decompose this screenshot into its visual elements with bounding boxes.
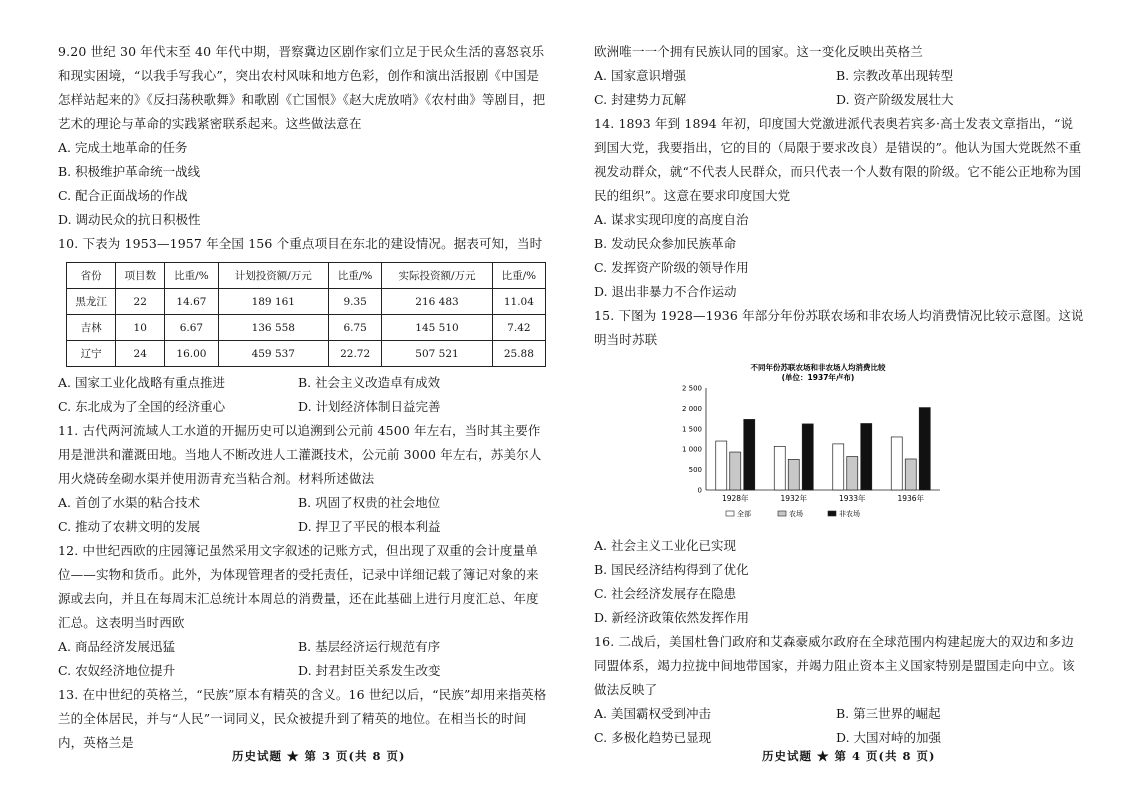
question-10-option-d: D. 计划经济体制日益完善: [298, 399, 441, 414]
table-cell: 6.67: [165, 315, 218, 341]
page-footer-right: 历史试题 ★ 第 4 页(共 8 页): [762, 749, 936, 763]
question-16-option-b: B. 第三世界的崛起: [836, 706, 941, 721]
x-tick-label: 1933年: [838, 494, 866, 503]
question-14-option-c: C. 发挥资产阶级的领导作用: [594, 260, 749, 275]
question-15-option-b: B. 国民经济结构得到了优化: [594, 562, 749, 577]
legend-swatch-farm: [778, 511, 786, 516]
table-header-row: [67, 263, 546, 289]
question-14-option-b: B. 发动民众参加民族革命: [594, 236, 737, 251]
question-11-option-b: B. 巩固了权贵的社会地位: [298, 495, 441, 510]
question-12-option-c: C. 农奴经济地位提升: [58, 663, 176, 678]
question-16-options: [594, 702, 1084, 750]
table-cell: 10: [116, 315, 165, 341]
question-11-option-d: D. 捍卫了平民的根本利益: [298, 519, 441, 534]
x-tick-label: 1932年: [780, 494, 808, 503]
question-15-option-a: A. 社会主义工业化已实现: [594, 538, 736, 553]
bar-nonfarm: [802, 424, 813, 490]
bar-nonfarm: [919, 408, 930, 490]
table-cell: 16.00: [165, 341, 218, 367]
x-tick-labels: [722, 493, 925, 503]
table-header-cell: 比重/%: [165, 263, 218, 289]
table-row: [67, 315, 546, 341]
question-14-stem: 14. 1893 年到 1894 年初，印度国大党激进派代表奥若宾多·高士发表文章指出，“说到国大党，我要指出，它的目的（局限于要求改良）是错误的”。他认为国大党既然不重视发动群众，就“不代表人民群众，而只代表一个人数有限的阶级。它不能公正地称为国民的组织”。这意在要求印度国大党: [594, 116, 1082, 203]
table-header-cell: 实际投资额/万元: [382, 263, 493, 289]
question-12-option-d: D. 封君封臣关系发生改变: [298, 663, 441, 678]
table-cell: 黑龙江: [67, 289, 116, 315]
y-tick-label: 1 000: [681, 445, 702, 454]
bar-all: [833, 444, 844, 490]
question-11-stem: 11. 古代两河流域人工水道的开掘历史可以追溯到公元前 4500 年左右，当时其主要作用是泄洪和灌溉田地。当地人不断改进人工灌溉技术，公元前 3000 年左右，苏美尔人用火烧砖垒砌水渠并使用沥青充当粘合剂。材料所述做法: [58, 423, 542, 486]
legend-label: 全部: [737, 510, 751, 518]
bar-farm: [847, 457, 858, 490]
table-cell: 189 161: [218, 289, 329, 315]
question-13-stem: 13. 在中世纪的英格兰，“民族”原本有精英的含义。16 世纪以后，“民族”却用来指英格兰的全体居民，并与“人民”一词同义，民众被提升到了精英的地位。在相当长的时间内，英格兰是: [58, 687, 547, 750]
investment-table: [66, 262, 546, 367]
question-12-option-a: A. 商品经济发展迅猛: [58, 639, 175, 654]
x-tick-label: 1928年: [721, 494, 749, 503]
question-15-option-d: D. 新经济政策依然发挥作用: [594, 610, 750, 625]
question-12-options: [58, 635, 550, 683]
table-cell: 24: [116, 341, 165, 367]
table-cell: 6.75: [329, 315, 382, 341]
legend-swatch-all: [726, 511, 734, 516]
question-12-stem: 12. 中世纪西欧的庄园簿记虽然采用文字叙述的记账方式，但出现了双重的会计度量单位——实物和货币。此外，为体现管理者的受托责任，记录中详细记载了簿记对象的来源或去向，并且在每周末汇总统计本周总的消费量，还在此基础上进行月度汇总、年度汇总。这表明当时西欧: [58, 543, 539, 630]
question-9-stem: 9.20 世纪 30 年代末至 40 年代中期，晋察冀边区剧作家们立足于民众生活的喜怒哀乐和现实困境，“以我手写我心”，突出农村风味和地方色彩，创作和演出活报剧《中国是怎样站起来的》《反扫荡秧歌舞》和歌剧《亡国恨》《赵大虎放哨》《农村曲》等剧目，把艺术的理论与革命的实践紧密联系起来。这些做法意在: [58, 44, 546, 131]
table-cell: 145 510: [382, 315, 493, 341]
bar-farm: [788, 459, 799, 490]
question-13-continuation: 欧洲唯一一个拥有民族认同的国家。这一变化反映出英格兰: [594, 44, 923, 59]
question-14-option-d: D. 退出非暴力不合作运动: [594, 284, 737, 299]
question-9-option-a: A. 完成土地革命的任务: [58, 140, 188, 155]
question-13-options: [594, 64, 1084, 112]
question-16-option-c: C. 多极化趋势已显现: [594, 730, 712, 745]
table-cell: 吉林: [67, 315, 116, 341]
right-page: [594, 40, 1084, 750]
table-cell: 11.04: [492, 289, 545, 315]
table-cell: 507 521: [382, 341, 493, 367]
y-tick-label: 2 000: [681, 404, 702, 413]
chart-legend: [726, 509, 860, 518]
table-header-cell: 项目数: [116, 263, 165, 289]
table-header-cell: 比重/%: [492, 263, 545, 289]
y-tick-label: 2 500: [681, 384, 702, 393]
question-11-options: [58, 491, 550, 539]
table-row: [67, 341, 546, 367]
bar-all: [716, 441, 727, 490]
y-tick-label: 1 500: [681, 425, 702, 434]
bar-all: [774, 446, 785, 490]
table-header-cell: 比重/%: [329, 263, 382, 289]
table-row: [67, 289, 546, 315]
table-cell: 216 483: [382, 289, 493, 315]
question-9-option-d: D. 调动民众的抗日积极性: [58, 212, 201, 227]
consumption-chart: [668, 360, 1084, 528]
legend-swatch-nonfarm: [828, 511, 836, 516]
x-tick-label: 1936年: [897, 494, 925, 503]
question-13-option-d: D. 资产阶级发展壮大: [836, 92, 954, 107]
question-9-option-b: B. 积极维护革命统一战线: [58, 164, 201, 179]
bar-farm: [905, 459, 916, 490]
consumption-chart-svg: [668, 360, 968, 524]
table-cell: 459 537: [218, 341, 329, 367]
question-13-option-b: B. 宗教改革出现转型: [836, 68, 954, 83]
left-page: [58, 40, 550, 755]
question-16-option-a: A. 美国霸权受到冲击: [594, 706, 711, 721]
question-13-option-c: C. 封建势力瓦解: [594, 92, 687, 107]
bar-nonfarm: [861, 423, 872, 490]
question-13-option-a: A. 国家意识增强: [594, 68, 686, 83]
question-12-option-b: B. 基层经济运行规范有序: [298, 639, 441, 654]
y-tick-label: 0: [697, 486, 702, 495]
question-11-option-c: C. 推动了农耕文明的发展: [58, 519, 201, 534]
y-tick-labels: [682, 385, 702, 495]
question-11-option-a: A. 首创了水渠的粘合技术: [58, 495, 200, 510]
question-16-option-d: D. 大国对峙的加强: [836, 730, 942, 745]
question-15-option-c: C. 社会经济发展存在隐患: [594, 586, 737, 601]
table-cell: 9.35: [329, 289, 382, 315]
table-header-cell: 省份: [67, 263, 116, 289]
page-footer-left: 历史试题 ★ 第 3 页(共 8 页): [232, 749, 406, 763]
table-header-cell: 计划投资额/万元: [218, 263, 329, 289]
legend-label: 农场: [789, 510, 803, 518]
question-10-option-a: A. 国家工业化战略有重点推进: [58, 375, 225, 390]
question-10-stem: 10. 下表为 1953—1957 年全国 156 个重点项目在东北的建设情况。据表可知，当时: [58, 236, 543, 251]
y-tick-label: 500: [688, 466, 702, 475]
legend-label: 非农场: [839, 510, 860, 518]
table-cell: 136 558: [218, 315, 329, 341]
bar-nonfarm: [744, 419, 755, 490]
question-15-stem: 15. 下图为 1928—1936 年部分年份苏联农场和非农场人均消费情况比较示意图。这说明当时苏联: [594, 308, 1084, 347]
table-cell: 14.67: [165, 289, 218, 315]
question-10-option-b: B. 社会主义改造卓有成效: [298, 375, 441, 390]
table-cell: 7.42: [492, 315, 545, 341]
question-10-option-c: C. 东北成为了全国的经济重心: [58, 399, 226, 414]
chart-bars: [716, 408, 931, 490]
question-14-option-a: A. 谋求实现印度的高度自治: [594, 212, 749, 227]
chart-title: 不同年份苏联农场和非农场人均消费比较: [750, 363, 886, 372]
chart-subtitle: (单位：1937年卢布): [781, 373, 855, 382]
table-cell: 22.72: [329, 341, 382, 367]
bar-all: [891, 437, 902, 490]
question-10-options: [58, 371, 550, 419]
table-cell: 辽宁: [67, 341, 116, 367]
bar-farm: [730, 452, 741, 490]
table-cell: 22: [116, 289, 165, 315]
question-9-option-c: C. 配合正面战场的作战: [58, 188, 188, 203]
question-16-stem: 16. 二战后，美国杜鲁门政府和艾森豪威尔政府在全球范围内构建起庞大的双边和多边同盟体系，竭力拉拢中间地带国家，并竭力阻止资本主义国家特别是盟国走向中立。该做法反映了: [594, 634, 1075, 697]
table-cell: 25.88: [492, 341, 545, 367]
